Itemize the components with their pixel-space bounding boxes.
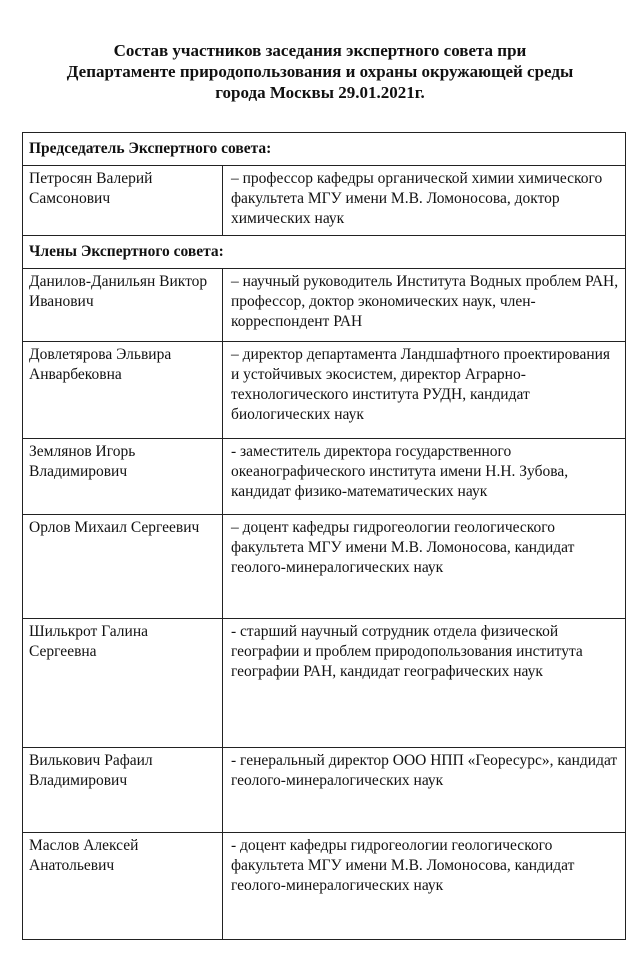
member-description: - генеральный директор ООО НПП «Георесурс», кандидат геолого-минералогических наук (223, 748, 626, 833)
member-name: Маслов Алексей Анатольевич (23, 833, 223, 940)
member-description: - доцент кафедры гидрогеологии геологического факультета МГУ имени М.В. Ломоносова, кандидат геолого-минералогических наук (223, 833, 626, 940)
member-name: Орлов Михаил Сергеевич (23, 515, 223, 619)
table-row (23, 515, 626, 619)
title-line-3: города Москвы 29.01.2021г. (215, 83, 425, 102)
member-name: Довлетярова Эльвира Анварбековна (23, 342, 223, 439)
member-description: – директор департамента Ландшафтного проектирования и устойчивых экосистем, директор Аграрно-технологического института РУДН, кандидат биологических наук (223, 342, 626, 439)
title-line-1: Состав участников заседания экспертного совета при (113, 41, 527, 60)
title-line-2: Департаменте природопользования и охраны окружающей среды (66, 62, 574, 81)
member-description: – научный руководитель Института Водных проблем РАН, профессор, доктор экономических наук, член-корреспондент РАН (223, 269, 626, 342)
table-row (23, 833, 626, 940)
member-name: Шилькрот Галина Сергеевна (23, 619, 223, 748)
chair-header: Председатель Экспертного совета: (23, 133, 626, 166)
members-header-row (23, 236, 626, 269)
table-row (23, 166, 626, 236)
table-row (23, 269, 626, 342)
chair-header-row (23, 133, 626, 166)
member-description: - заместитель директора государственного океанографического института имени Н.Н. Зубова, кандидат физико-математических наук (223, 439, 626, 515)
table-row (23, 342, 626, 439)
member-description: – профессор кафедры органической химии химического факультета МГУ имени М.В. Ломоносова, доктор химических наук (223, 166, 626, 236)
table-row (23, 439, 626, 515)
member-description: - старший научный сотрудник отдела физической географии и проблем природопользования института географии РАН, кандидат географических наук (223, 619, 626, 748)
member-name: Землянов Игорь Владимирович (23, 439, 223, 515)
table-row (23, 619, 626, 748)
council-table (22, 132, 626, 940)
member-name: Петросян Валерий Самсонович (23, 166, 223, 236)
members-header: Члены Экспертного совета: (23, 236, 626, 269)
document-title (0, 40, 640, 103)
table-row (23, 748, 626, 833)
member-name: Данилов-Данильян Виктор Иванович (23, 269, 223, 342)
member-description: – доцент кафедры гидрогеологии геологического факультета МГУ имени М.В. Ломоносова, кандидат геолого-минералогических наук (223, 515, 626, 619)
member-name: Вилькович Рафаил Владимирович (23, 748, 223, 833)
